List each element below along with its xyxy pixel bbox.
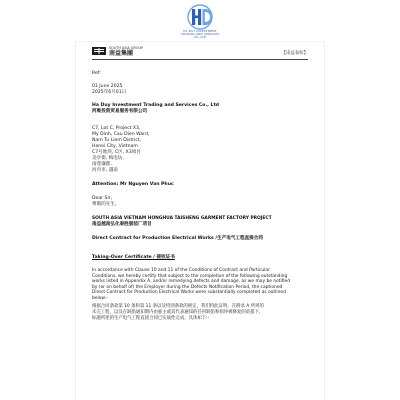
group-logo-icon [92, 47, 106, 55]
body-paragraph-en: In accordance with Clause 10 and 11 of the Conditions of Contract and Particular Conditions, we hereby certify that subject to the completion of the following outstanding works listed in Appendix A, and/or remedying defects and damage, as we may be notified by (or on behalf of) the Employer during the Defects Notification Period, the captioned Direct Contract for Production Electrical Works were substantially completed as outlined below:- [92, 268, 290, 301]
project-title-cn: 南益越南弘化泰胜服装厂项目 [92, 222, 152, 227]
letterhead-divider [92, 59, 308, 60]
brand-header [0, 0, 400, 42]
address-line: C7号地块, C区, X3项目 [92, 150, 141, 155]
recipient-name-cn: 河维投资贸易服务有限公司 [92, 109, 148, 114]
address-line: My Dinh, Cau Dien Ward, [92, 132, 150, 137]
contract-title: Direct Contract for Production Electrical Works /生产电气工程直接合同 [92, 236, 263, 241]
letterhead-tag: 【南益泰纺】 [281, 51, 308, 56]
certificate-title: Taking-Over Certificate / 接收证书 [92, 255, 175, 260]
hd-logo-icon [184, 4, 216, 30]
address-line: 南慈廉郡, [92, 162, 112, 167]
body-paragraph-cn: 根据合同条款第 10 条和第 11 条以及特别条款的规定，我们特此证明，在附录 A 所列的 未完工程，以及在缺陷通知期内由雇主或其代表通知的任何缺陷和损坏被修复的前提下， 标题所述的生产电气工程直接合同已实质性完成，具体如下:- [92, 304, 264, 321]
address-line: 河内市, 越南 [92, 168, 118, 173]
ref-label: Ref: [92, 71, 101, 76]
salutation-en: Dear Sir, [92, 196, 113, 201]
address-line: 美亭街, 梅电坊, [92, 156, 124, 161]
hd-logo-caption: HA DUY INVESTMENT TRADING AND SERVICES CO.,LTD [180, 29, 220, 39]
letterhead [92, 46, 308, 58]
recipient-name-en: Ha Duy Investment Trading and Services Co., Ltd [92, 103, 219, 108]
address-line: Nam Tu Liem District, [92, 138, 142, 143]
address-line: C7, Lot C, Project X3, [92, 126, 141, 131]
letter-page [76, 42, 324, 400]
address-line: Hanoi City, Vietnam [92, 144, 138, 149]
attention-line: Attention: Mr Nguyen Van Phuc [92, 182, 174, 187]
salutation-cn: 尊敬的先生, [92, 202, 117, 207]
date-cn: 2025年6月01日 [92, 90, 127, 95]
company-name-en: SOUTH ASIA GROUP [109, 46, 144, 50]
project-title-en: SOUTH ASIA VIETNAM HONGHUA TAISHENG GARMENT FACTORY PROJECT [92, 216, 272, 221]
company-name-cn: 南益集團 [109, 50, 134, 57]
date-en: 01 June 2025 [92, 84, 123, 89]
